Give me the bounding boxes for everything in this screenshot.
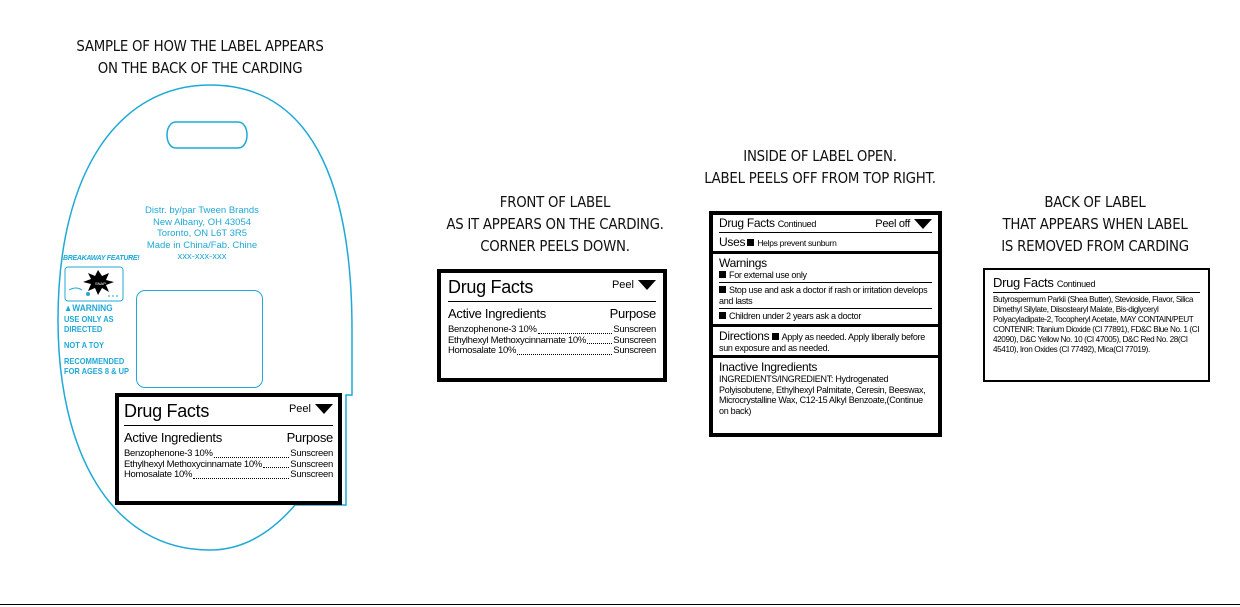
caption-inside-label: INSIDE OF LABEL OPEN. LABEL PEELS OFF FROM TOP RIGHT. [704,147,936,187]
drug-facts-label-on-card [115,393,342,505]
caption-back-label: BACK OF LABEL THAT APPEARS WHEN LABEL IS REMOVED FROM CARDING [1001,193,1189,255]
inactive-text: INGREDIENTS/INGREDIENT: Hydrogenated Polyisobutene, Ethylhexyl Palmitate, Ceresin, Beeswax, Microcrystalline Wax, C12-15 Alkyl Benzoate,(Continue on back) [719,374,926,416]
card-window [136,290,263,388]
drug-facts-title: Drug Facts [448,277,534,297]
ingredient-row: Ethylhexyl Methoxycinnamate 10% Sunscreen [124,459,333,470]
caption-front-label: FRONT OF LABEL AS IT APPEARS ON THE CARDING. CORNER PEELS DOWN. [446,193,664,255]
peel-triangle-icon [638,280,656,290]
warning-line: DIRECTED [64,324,103,334]
hang-hole [167,122,247,148]
breakaway-icon [64,266,124,302]
active-ingredients-header: Active Ingredients [124,430,222,445]
warning-item: For external use only [719,270,932,281]
inactive-title: Inactive Ingredients [719,360,818,374]
breakaway-text: BREAKAWAY FEATURE! [63,255,140,262]
warning-line: USE ONLY AS [64,314,114,324]
drug-facts-front-label [437,269,667,382]
purpose-header: Purpose [286,430,333,445]
ingredient-row: Homosalate 10% Sunscreen [124,470,333,480]
drug-facts-inside-label [709,211,942,437]
ingredient-row: Homosalate 10% Sunscreen [448,346,656,356]
peel-off-tab[interactable]: Peel off [875,219,932,230]
drug-facts-title: Drug Facts Continued [719,215,817,230]
ingredient-row: Ethylhexyl Methoxycinnamate 10% Sunscreen [448,335,656,346]
uses-section: Uses Helps prevent sunburn [719,234,837,249]
peel-triangle-icon [315,404,333,414]
peel-tab[interactable]: Peel [289,403,333,415]
purpose-header: Purpose [609,306,656,321]
drug-facts-back-label [983,268,1210,382]
warning-block [64,304,143,376]
ingredient-row: Benzophenone-3 10% Sunscreen [124,449,333,459]
svg-text:SNAP: SNAP [95,281,106,286]
back-label-text: Butyrospermum Parkii (Shea Butter), Stevioside, Flavor, Silica Dimethyl Silylate, Diisostearyl Malate, Bis-diglyceryl Polyacyladipate-2, Tocopheryl Acetate, MAY CONTAIN/PEUT CONTENIR: Titanium Dioxide (CI 77891), FD&C Blue No. 1 (CI 42090), D&C Yellow No. 10 (CI 47005), D&C Red No. 28(CI 45410), Iron Oxides (CI 77492), Mica(CI 77019). [993,295,1200,354]
drug-facts-title: Drug Facts [124,401,210,421]
peel-tab[interactable]: Peel [612,279,656,291]
ingredient-row: Benzophenone-3 10% Sunscreen [448,325,656,335]
warnings-title: Warnings [719,255,767,270]
active-ingredients-header: Active Ingredients [448,306,546,321]
bottom-rule [0,604,1240,605]
warning-item: Stop use and ask a doctor if rash or irritation develops and lasts [719,285,928,306]
caption-sample: SAMPLE OF HOW THE LABEL APPEARS ON THE BACK OF THE CARDING [76,37,324,77]
warning-line: NOT A TOY [64,340,105,350]
warning-line: RECOMMENDED [64,356,125,366]
drug-facts-title: Drug Facts Continued [993,275,1096,290]
warning-line: FOR AGES 8 & UP [64,366,129,376]
directions-section: Directions Apply as needed. Apply liberally before sun exposure and as needed. [719,328,925,353]
warning-title: ▲WARNING [64,303,113,314]
warning-item: Children under 2 years ask a doctor [719,311,932,322]
peel-triangle-icon [914,219,932,229]
distributor-info: Distr. by/par Tween Brands New Albany, OH 43054 Toronto, ON L6T 3R5 Made in China/Fab. Chine xxx-xxx-xxx [145,205,259,262]
